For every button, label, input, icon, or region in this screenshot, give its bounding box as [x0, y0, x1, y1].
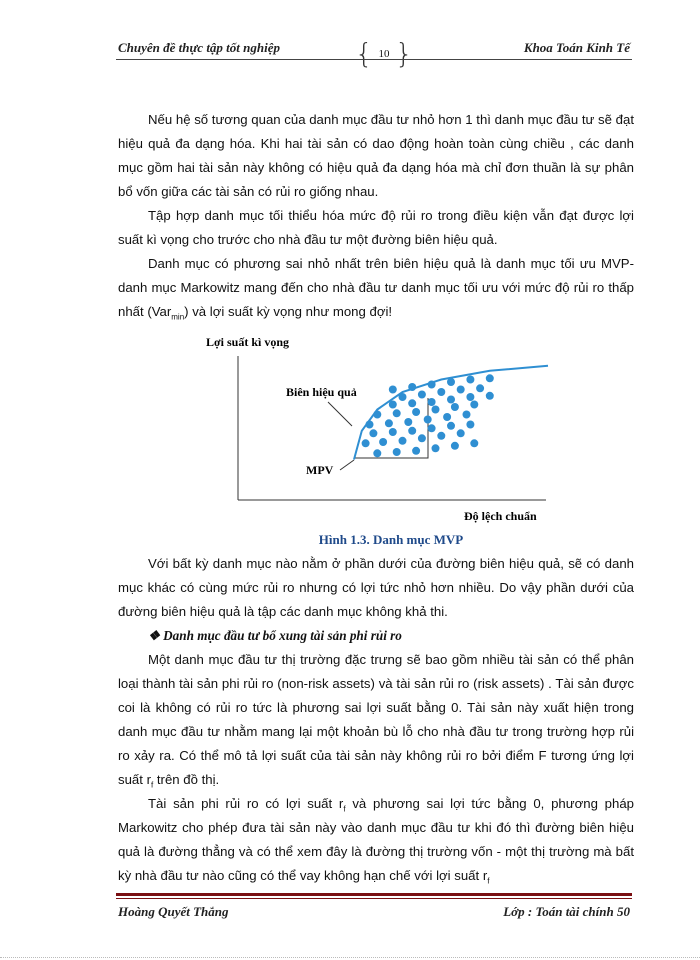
portfolio-point — [424, 416, 432, 424]
portfolio-point — [476, 384, 484, 392]
portfolio-point — [393, 448, 401, 456]
section-heading-text: Danh mục đầu tư bổ xung tài sản phi rủi ro — [163, 628, 402, 643]
efficient-frontier-chart — [118, 328, 634, 528]
portfolio-point — [457, 386, 465, 394]
portfolio-point — [389, 386, 397, 394]
subscript: f — [150, 780, 154, 790]
frontier-label-arrow — [328, 402, 352, 426]
subscript: f — [487, 876, 490, 886]
text-run: trên đồ thị. — [153, 772, 220, 787]
portfolio-point — [366, 421, 374, 429]
left-brace-icon: { — [355, 37, 373, 70]
portfolio-point — [457, 429, 465, 437]
figure-caption: Hình 1.3. Danh mục MVP — [318, 532, 464, 547]
portfolio-point — [432, 444, 440, 452]
portfolio-point — [428, 424, 436, 432]
page-number: 10 — [378, 48, 390, 60]
portfolio-point — [408, 427, 416, 435]
portfolio-point — [470, 401, 478, 409]
page-number-box — [355, 37, 413, 70]
portfolio-point — [373, 449, 381, 457]
portfolio-point — [437, 388, 445, 396]
footer-divider-thick — [116, 893, 632, 896]
portfolio-point — [412, 447, 420, 455]
portfolio-point — [399, 393, 407, 401]
portfolio-point — [447, 378, 455, 386]
portfolio-point — [428, 398, 436, 406]
portfolio-point — [486, 392, 494, 400]
subscript: min — [171, 312, 185, 322]
x-axis-label: Độ lệch chuẩn — [464, 509, 537, 523]
portfolio-point — [404, 418, 412, 426]
portfolio-point — [466, 393, 474, 401]
paragraph — [118, 792, 634, 888]
portfolio-point — [470, 439, 478, 447]
portfolio-point — [393, 409, 401, 417]
portfolio-point — [486, 374, 494, 382]
text-run: Tài sản phi rủi ro có lợi suất r — [148, 796, 344, 811]
footer-divider-thin — [116, 898, 632, 899]
text-run: Một danh mục đầu tư thị trường đặc trưng sẽ bao gồm nhiều tài sản có thể phân loại thành tài sản phi rủi ro (non-risk assets) và tài sản rủi ro (risk assets) . Tài sản được coi là không có rủi ro tức là phương sai lợi suất bằng 0. Tài sản này xuất hiện trong danh mục đầu tư nhằm mang lại một khoản bù lỗ cho nhà đầu tư trong trường hợp rủi ro xảy ra. Có thể mô tả lợi suất của tài sản này không rủi ro bởi điểm F tương ứng lợi suất r — [118, 652, 634, 787]
paragraph: Tập hợp danh mục tối thiểu hóa mức độ rủi ro trong điều kiện vẫn đạt được lợi suất kì vọng cho trước cho nhà đầu tư một đường biên hiệu quả. — [118, 208, 634, 247]
footer-author: Hoàng Quyết Thắng — [118, 904, 229, 919]
portfolio-point — [451, 403, 459, 411]
portfolio-point — [389, 428, 397, 436]
frontier-label: Biên hiệu quả — [286, 385, 357, 399]
portfolio-point — [443, 413, 451, 421]
header-title: Chuyên đề thực tập tốt nghiệp — [118, 40, 280, 55]
portfolio-point — [437, 432, 445, 440]
page-edge — [0, 957, 700, 958]
text-run: và phương sai lợi tức bằng 0, phương pháp Markowitz cho phép đưa tài sản này vào danh mục đầu tư khi đó thì đường biên hiệu quả là đường thẳng và có thể xem đây là đường thị trường vốn - một thị trường mà bất kỳ nhà đầu tư nào cũng có thể vay không hạn chế với lợi suất r — [118, 796, 634, 883]
portfolio-point — [408, 383, 416, 391]
portfolio-point — [362, 439, 370, 447]
mpv-label: MPV — [306, 463, 334, 477]
diamond-bullet-icon: ❖ — [148, 628, 164, 643]
paragraph — [118, 648, 634, 792]
portfolio-point — [412, 408, 420, 416]
portfolio-point — [447, 396, 455, 404]
portfolio-point — [428, 381, 436, 389]
portfolio-point — [399, 437, 407, 445]
y-axis-label: Lợi suất kì vọng — [206, 335, 290, 349]
portfolio-point — [466, 376, 474, 384]
portfolio-point — [418, 391, 426, 399]
subscript: f — [343, 804, 346, 814]
portfolio-point — [432, 406, 440, 414]
portfolio-point — [373, 411, 381, 419]
portfolio-point — [451, 442, 459, 450]
text-run: ) và lợi suất kỳ vọng như mong đợi! — [184, 304, 393, 319]
portfolio-point — [447, 422, 455, 430]
portfolio-point — [463, 411, 471, 419]
paragraph: Nếu hệ số tương quan của danh mục đầu tư nhỏ hơn 1 thì danh mục đầu tư sẽ đạt hiệu quả đa dạng hóa. Khi hai tài sản có dao động hoàn toàn cùng chiều , các danh mục gồm hai tài sản này không có hiệu quả đa dạng hóa mà chỉ đơn thuần là sự phân bổ vốn giữa các tài sản có rủi ro giống nhau. — [118, 112, 634, 199]
header-department: Khoa Toán Kinh Tế — [523, 40, 630, 55]
portfolio-point — [418, 434, 426, 442]
portfolio-point — [466, 421, 474, 429]
paragraph — [118, 252, 634, 324]
right-brace-icon: } — [395, 37, 413, 70]
paragraph: Với bất kỳ danh mục nào nằm ở phần dưới của đường biên hiệu quả, sẽ có danh mục khác có cùng mức rủi ro nhưng có lợi tức nhỏ hơn nhiều. Do vậy phần dưới của đường biên hiệu quả là tập các danh mục không khả thi. — [118, 556, 634, 619]
document-body — [118, 108, 634, 888]
header-divider — [116, 59, 632, 60]
portfolio-point — [379, 438, 387, 446]
portfolio-point — [389, 401, 397, 409]
footer-class: Lớp : Toán tài chính 50 — [503, 904, 630, 919]
mvp-figure — [118, 328, 634, 528]
mpv-label-arrow — [340, 460, 354, 470]
text-run: Danh mục có phương sai nhỏ nhất trên biên hiệu quả là danh mục tối ưu MVP- danh mục Markowitz mang đến cho nhà đầu tư danh mục tối ưu với mức độ rủi ro thấp nhất (Var — [118, 256, 634, 319]
portfolio-point — [408, 399, 416, 407]
portfolio-point — [369, 429, 377, 437]
section-heading — [118, 624, 634, 648]
portfolio-point — [385, 419, 393, 427]
